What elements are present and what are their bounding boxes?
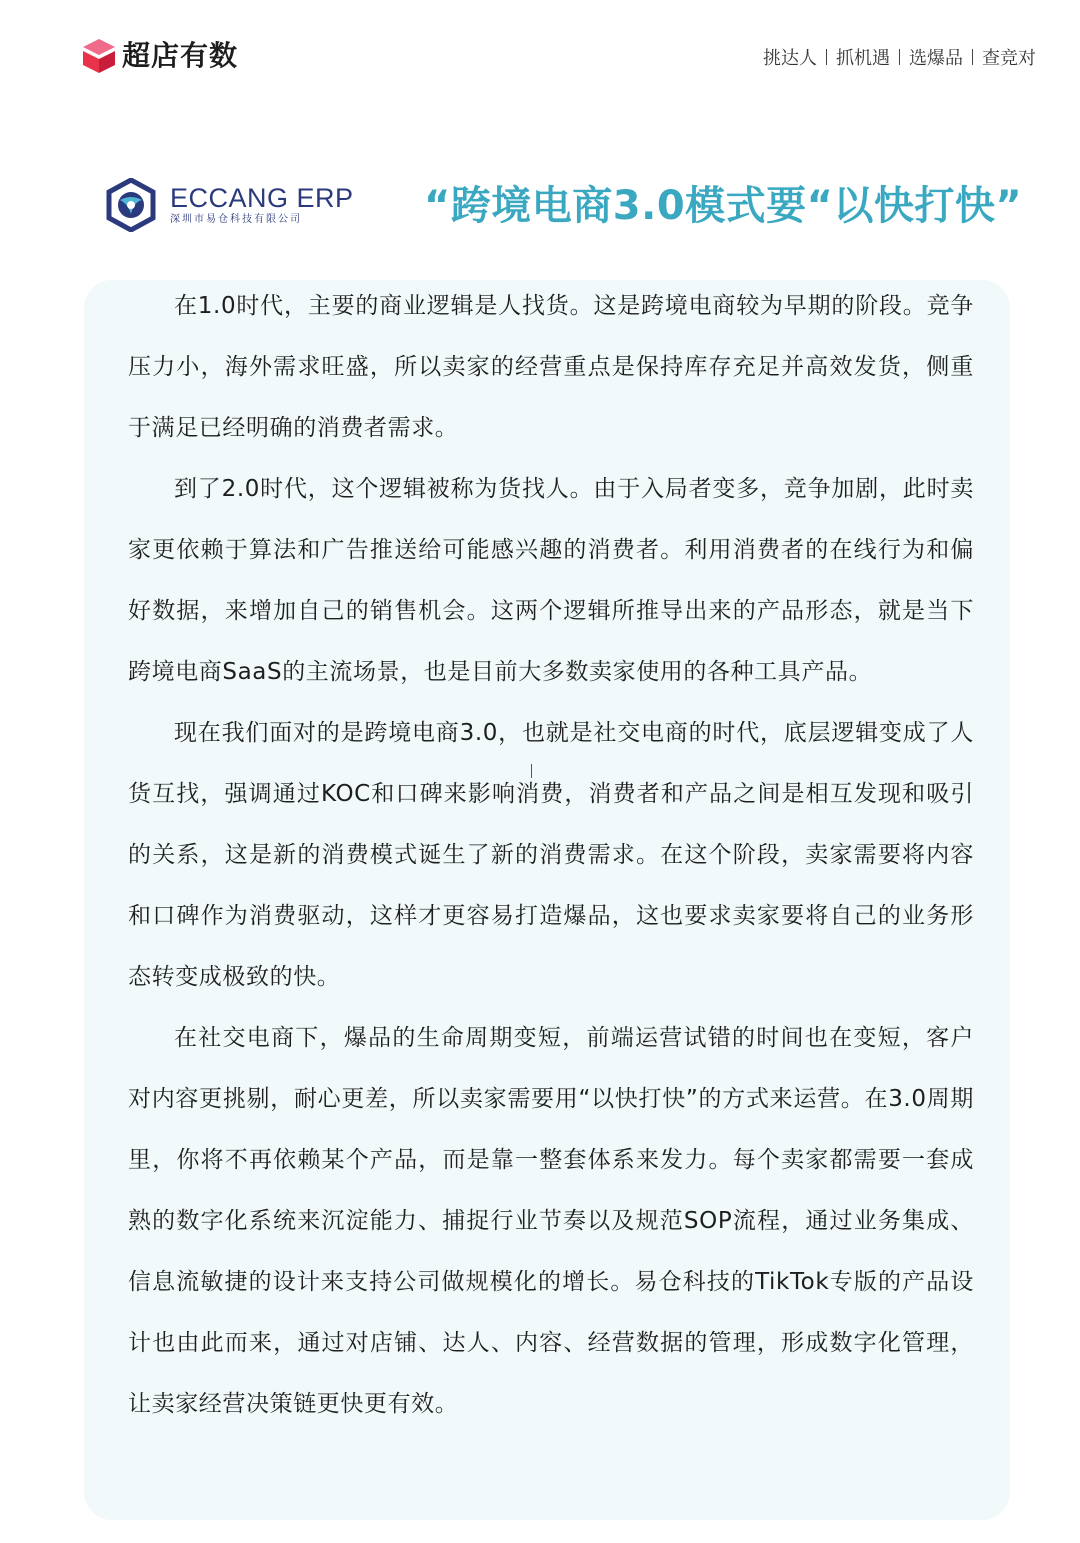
paragraph: 现在我们面对的是跨境电商3.0，也就是社交电商的时代，底层逻辑变成了人货互找，强调通过KOC和口碑来影响消费，消费者和产品之间是相互发现和吸引的关系，这是新的消费模式诞生了新的消费需求。在这个阶段，卖家需要将内容和口碑作为消费驱动，这样才更容易打造爆品，这也要求卖家要将自己的业务形态转变成极致的快。 — [128, 720, 974, 990]
eccang-name: ECCANG ERP — [170, 183, 354, 213]
paragraph: 在1.0时代，主要的商业逻辑是人找货。这是跨境电商较为早期的阶段。竞争压力小，海外需求旺盛，所以卖家的经营重点是保持库存充足并高效发货，侧重于满足已经明确的消费者需求。 — [128, 293, 974, 441]
paragraph: 在社交电商下，爆品的生命周期变短，前端运营试错的时间也在变短，客户对内容更挑剔，耐心更差，所以卖家需要用“以快打快”的方式来运营。在3.0周期里，你将不再依赖某个产品，而是靠一整套体系来发力。每个卖家都需要一套成熟的数字化系统来沉淀能力、捕捉行业节奏以及规范SOP流程，通过业务集成、信息流敏捷的设计来支持公司做规模化的增长。易仓科技的TikTok专版的产品设计也由此而来，通过对店铺、达人、内容、经营数据的管理，形成数字化管理，让卖家经营决策链更快更有效。 — [128, 1025, 974, 1417]
nav-item-competitors[interactable]: 查竞对 — [982, 48, 1036, 69]
eccang-logo — [104, 178, 354, 232]
nav-item-hot-products[interactable]: 选爆品 — [909, 48, 963, 69]
eccang-subtitle: 深圳市易仓科技有限公司 — [170, 214, 302, 225]
nav-divider — [826, 49, 827, 65]
text-cursor — [531, 764, 532, 778]
eccang-hexagon-icon — [104, 178, 158, 232]
nav-item-opportunities[interactable]: 抓机遇 — [836, 48, 890, 69]
nav-divider — [899, 49, 900, 65]
top-nav — [763, 44, 1036, 70]
title-row — [0, 160, 1080, 250]
nav-item-find-influencer[interactable]: 挑达人 — [763, 48, 817, 69]
nav-divider — [972, 49, 973, 65]
article-body — [128, 276, 974, 1435]
brand-logo[interactable] — [82, 38, 238, 74]
top-header — [0, 0, 1080, 110]
brand-cube-icon — [82, 38, 116, 74]
paragraph: 到了2.0时代，这个逻辑被称为货找人。由于入局者变多，竞争加剧，此时卖家更依赖于算法和广告推送给可能感兴趣的消费者。利用消费者的在线行为和偏好数据，来增加自己的销售机会。这两个逻辑所推导出来的产品形态，就是当下跨境电商SaaS的主流场景，也是目前大多数卖家使用的各种工具产品。 — [128, 476, 974, 685]
page-title: “跨境电商3.0模式要“以快打快” — [424, 183, 1023, 229]
brand-name: 超店有数 — [122, 39, 239, 72]
